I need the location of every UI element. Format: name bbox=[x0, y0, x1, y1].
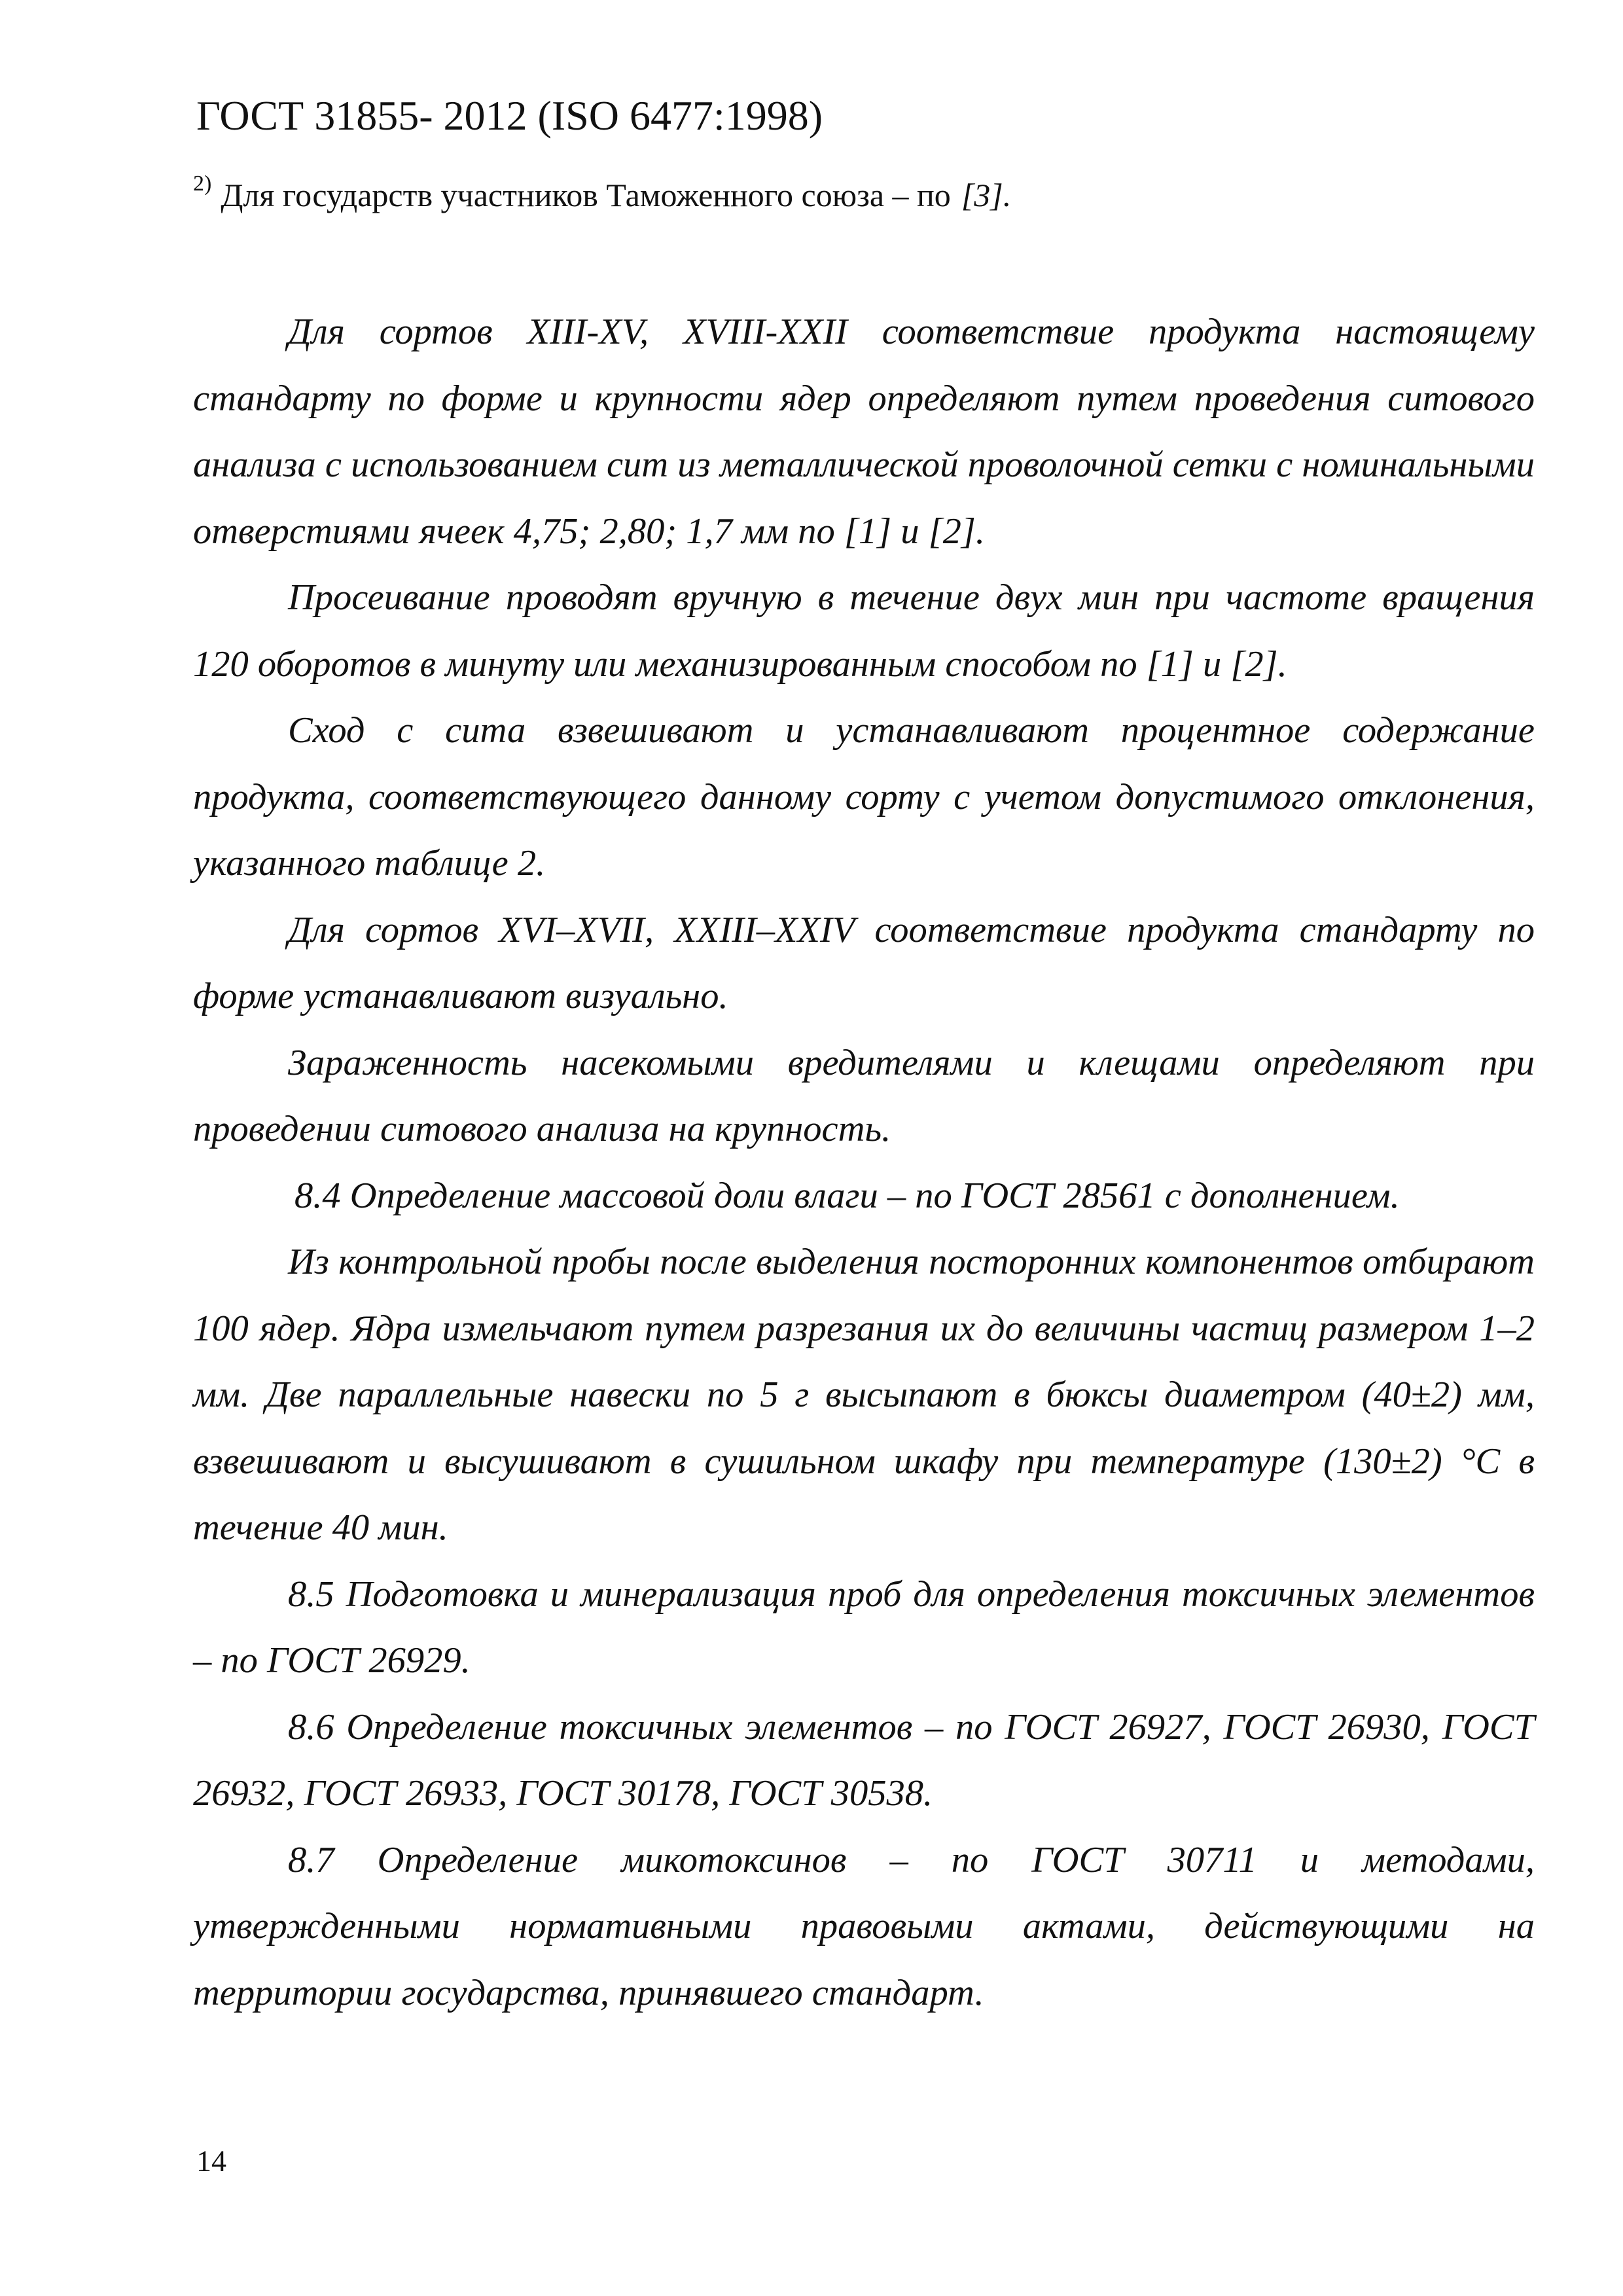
paragraph-visual-check: Для сортов XVI–XVII, XXIII–XXIV соответствие продукта стандарту по форме устанавливают визуально. bbox=[193, 909, 1535, 1016]
paragraph-section-8-7: 8.7 Определение микотоксинов – по ГОСТ 30711 и методами, утвержденными нормативными правовыми актами, действующими на территории государства, принявшего стандарт. bbox=[193, 1839, 1535, 2013]
paragraph-sieve-analysis: Для сортов XIII-XV, XVIII-XXII соответствие продукта настоящему стандарту по форме и крупности ядер определяют путем проведения ситового анализа с использованием сит из металлической проволочной сетки с номинальными отверстиями ячеек 4,75; 2,80; 1,7 мм по [1] и [2]. bbox=[193, 312, 1535, 552]
footnote-text: Для государств участников Таможенного союза – по bbox=[221, 177, 951, 213]
paragraph-sifting: Просеивание проводят вручную в течение двух мин при частоте вращения 120 оборотов в минуту или механизированным способом по [1] и [2]. bbox=[193, 577, 1535, 685]
page-number: 14 bbox=[196, 2144, 226, 2178]
body-text bbox=[193, 299, 1535, 2026]
footnote bbox=[193, 171, 1011, 214]
paragraph-section-8-5: 8.5 Подготовка и минерализация проб для определения токсичных элементов – по ГОСТ 26929. bbox=[193, 1573, 1535, 1681]
footnote-reference: [3]. bbox=[961, 177, 1012, 213]
footnote-marker: 2) bbox=[193, 171, 212, 196]
paragraph-moisture-method: Из контрольной пробы после выделения посторонних компонентов отбирают 100 ядер. Ядра измельчают путем разрезания их до величины частиц размером 1–2 мм. Две параллельные навески по 5 г высыпают в бюксы диаметром (40±2) мм, взвешивают и высушивают в сушильном шкафу при температуре (130±2) °С в течение 40 мин. bbox=[193, 1242, 1535, 1548]
paragraph-section-8-4: 8.4 Определение массовой доли влаги – по ГОСТ 28561 с дополнением. bbox=[294, 1175, 1400, 1216]
paragraph-sieve-residue: Сход с сита взвешивают и устанавливают процентное содержание продукта, соответствующего данному сорту с учетом допустимого отклонения, указанного таблице 2. bbox=[193, 710, 1535, 884]
paragraph-section-8-6: 8.6 Определение токсичных элементов – по ГОСТ 26927, ГОСТ 26930, ГОСТ 26932, ГОСТ 26933, ГОСТ 30178, ГОСТ 30538. bbox=[193, 1706, 1535, 1814]
page-header: ГОСТ 31855- 2012 (ISO 6477:1998) bbox=[196, 92, 823, 139]
paragraph-infestation: Зараженность насекомыми вредителями и клещами определяют при проведении ситового анализа на крупность. bbox=[193, 1042, 1535, 1149]
